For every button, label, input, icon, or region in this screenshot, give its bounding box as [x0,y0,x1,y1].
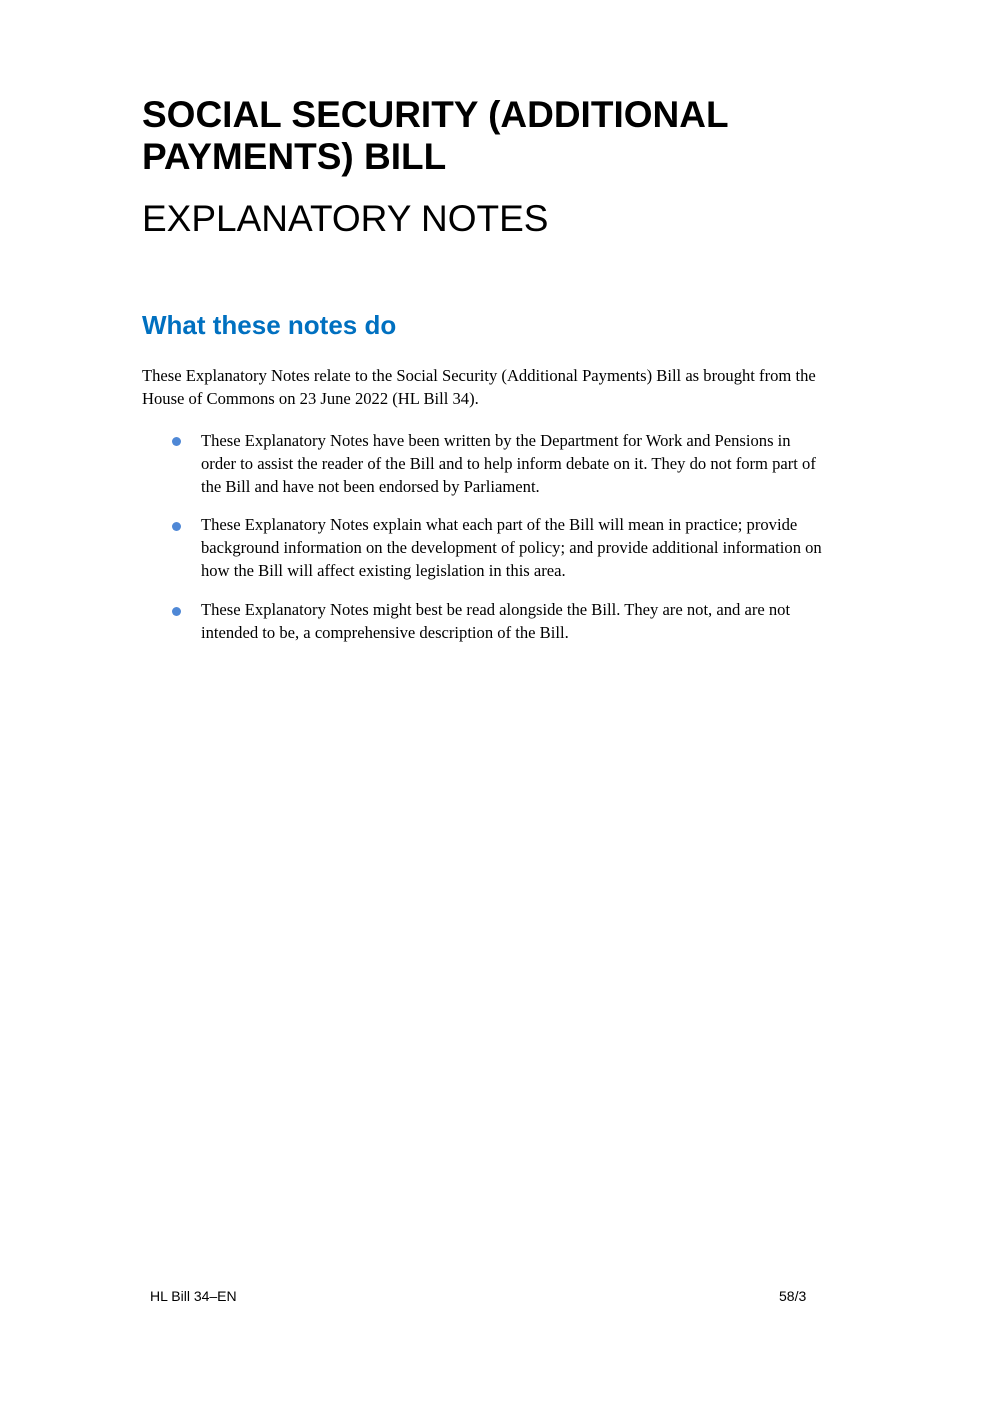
bullet-item [201,513,822,582]
text-line: These Explanatory Notes explain what each part of the Bill will mean in practice; provide [201,515,798,534]
text-line: background information on the development of policy; and provide additional information on [201,538,822,557]
bullet-item [201,598,790,644]
bullet-icon [172,437,181,446]
footer-bill-reference: HL Bill 34–EN [150,1288,237,1304]
text-line: These Explanatory Notes might best be read alongside the Bill. They are not, and are not [201,600,791,619]
document-title-line-1: SOCIAL SECURITY (ADDITIONAL [142,94,729,135]
bullet-icon [172,522,181,531]
text-line: House of Commons on 23 June 2022 (HL Bill 34). [142,389,479,408]
document-title-line-2: PAYMENTS) BILL [142,136,447,177]
intro-paragraph [142,364,816,410]
bullet-item [201,429,816,498]
text-line: intended to be, a comprehensive description of the Bill. [201,623,569,642]
text-line: order to assist the reader of the Bill and to help inform debate on it. They do not form part of [201,454,816,473]
text-line: how the Bill will affect existing legislation in this area. [201,561,566,580]
text-line: the Bill and have not been endorsed by Parliament. [201,477,540,496]
document-subtitle: EXPLANATORY NOTES [142,198,549,239]
text-line: These Explanatory Notes have been written by the Department for Work and Pensions in [201,431,791,450]
bullet-icon [172,607,181,616]
text-line: These Explanatory Notes relate to the Social Security (Additional Payments) Bill as brought from the [142,366,816,385]
footer-page-code: 58/3 [779,1288,807,1304]
section-heading: What these notes do [142,310,397,340]
